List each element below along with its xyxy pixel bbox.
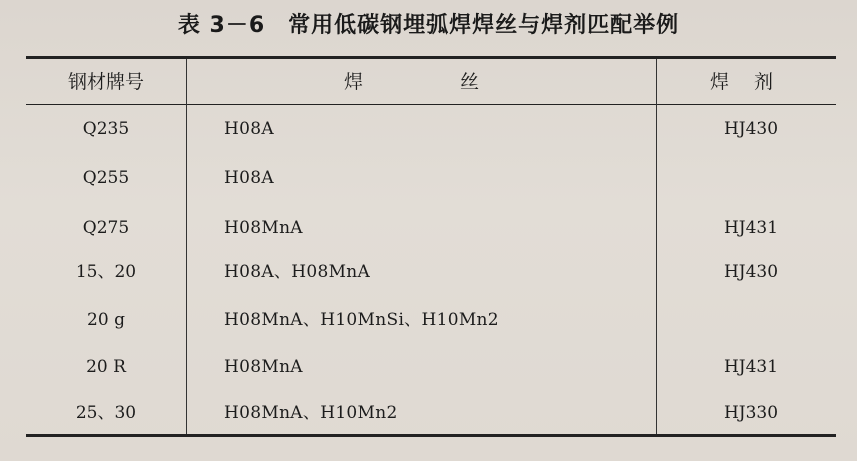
cell-wire: H08A: [224, 168, 274, 188]
table-row: [26, 398, 836, 428]
cell-wire: H08MnA: [224, 357, 303, 377]
table-row: [26, 163, 836, 193]
table-title: 表 3－6 常用低碳钢埋弧焊焊丝与焊剂匹配举例: [177, 13, 680, 38]
cell-steel: 15、20: [75, 262, 137, 282]
cell-steel: 20 R: [86, 357, 126, 377]
table-row: [26, 352, 836, 382]
cell-wire: H08MnA、H10MnSi、H10Mn2: [224, 310, 499, 330]
cell-flux: HJ431: [723, 218, 779, 238]
table-row: [26, 257, 836, 287]
header-wire-char-1: 焊: [344, 71, 364, 93]
cell-flux: HJ330: [723, 403, 779, 423]
cell-steel: Q275: [82, 218, 130, 238]
table-top-rule: [26, 56, 836, 59]
cell-steel: 20 g: [87, 310, 125, 330]
table-row: [26, 305, 836, 335]
header-flux-char-2: 剂: [754, 71, 774, 93]
cell-wire: H08A、H08MnA: [224, 262, 371, 282]
table-header-rule: [26, 104, 836, 105]
table-bottom-rule: [26, 434, 836, 437]
cell-flux: HJ431: [723, 357, 779, 377]
cell-wire: H08MnA、H10Mn2: [224, 403, 398, 423]
cell-flux: HJ430: [723, 119, 779, 139]
cell-flux: HJ430: [723, 262, 779, 282]
table-row: [26, 114, 836, 144]
header-steel-grade: 钢材牌号: [67, 71, 144, 93]
cell-steel: Q255: [82, 168, 130, 188]
table-row: [26, 213, 836, 243]
cell-steel: 25、30: [75, 403, 137, 423]
cell-wire: H08MnA: [224, 218, 303, 238]
header-flux-char-1: 焊: [710, 71, 730, 93]
cell-steel: Q235: [82, 119, 130, 139]
cell-wire: H08A: [224, 119, 274, 139]
header-wire-char-2: 丝: [460, 71, 480, 93]
